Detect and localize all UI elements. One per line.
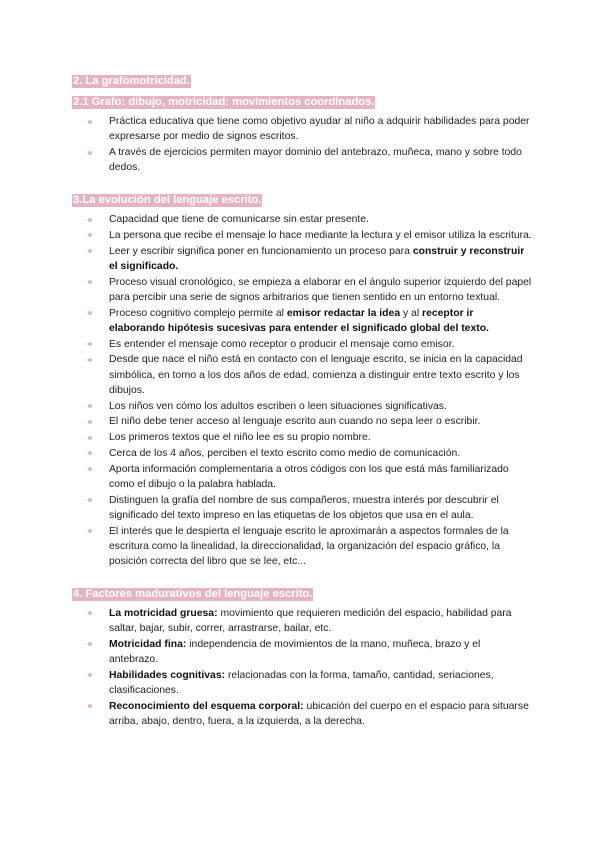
bullet-icon — [88, 642, 92, 646]
bullet-icon — [88, 280, 92, 284]
bullet-icon — [88, 342, 92, 346]
bullet-icon — [88, 611, 92, 615]
list-item: El niño debe tener acceso al lenguaje escrito aun cuando no sepa leer o escribir. — [72, 414, 532, 429]
list-item: Proceso cognitivo complejo permite al emisor redactar la idea y al receptor ir elaborando hipótesis sucesivas para entender el significado global del texto. — [72, 306, 532, 336]
section-heading-factores: 4. Factores madurativos del lenguaje escrito. — [73, 587, 313, 600]
list-item: Aporta información complementaria a otros códigos con los que está más familiarizado como el dibujo o la palabra hablada. — [72, 462, 532, 492]
bullet-icon — [88, 451, 92, 455]
bullet-list-factores — [72, 606, 532, 729]
document-content — [72, 71, 532, 730]
bullet-icon — [88, 673, 92, 677]
bullet-icon — [88, 467, 92, 471]
list-item: La motricidad gruesa: movimiento que requieren medición del espacio, habilidad para saltar, bajar, subir, correr, arrastrarse, bailar, etc. — [72, 606, 532, 636]
bullet-icon — [88, 249, 92, 253]
subheading-grafo: 2.1 Grafo: dibujo, motricidad: movimientos coordinados. — [73, 96, 375, 108]
list-item: A través de ejercicios permiten mayor dominio del antebrazo, muñeca, mano y sobre todo dedos. — [72, 145, 532, 175]
list-item: La persona que recibe el mensaje lo hace mediante la lectura y el emisor utiliza la escritura. — [72, 228, 532, 243]
bullet-icon — [88, 436, 92, 440]
bullet-icon — [88, 120, 92, 124]
list-item: Proceso visual cronológico, se empieza a elaborar en el ángulo superior izquierdo del papel para percibir una serie de signos arbitrarios que tienen sentido en un entorno textual. — [72, 275, 532, 305]
bullet-icon — [88, 151, 92, 155]
bullet-icon — [88, 404, 92, 408]
bullet-list-evolucion — [72, 212, 532, 569]
list-item: Desde que nace el niño está en contacto con el lenguaje escrito, se inicia en la capacidad simbólica, en torno a los dos años de edad, comienza a distinguir entre texto escrito y los dibujos. — [72, 352, 532, 398]
list-item: Práctica educativa que tiene como objetivo ayudar al niño a adquirir habilidades para poder expresarse por medio de signos escritos. — [72, 114, 532, 144]
list-item: Habilidades cognitivas: relacionadas con la forma, tamaño, cantidad, seriaciones, clasificaciones. — [72, 668, 532, 698]
list-item: Motricidad fina: independencia de movimientos de la mano, muñeca, brazo y el antebrazo. — [72, 637, 532, 667]
list-item: El interés que le despierta el lenguaje escrito le aproximarán a aspectos formales de la escritura como la linealidad, la direccionalidad, la organización del espacio gráfico, la posición correcta del libro que se lee, etc... — [72, 524, 532, 570]
bullet-icon — [88, 704, 92, 708]
list-item: Los primeros textos que el niño lee es su propio nombre. — [72, 430, 532, 445]
section-heading-grafomotricidad: 2. La grafomotricidad. — [73, 75, 190, 87]
list-item: Es entender el mensaje como receptor o producir el mensaje como emisor. — [72, 337, 532, 352]
bullet-icon — [88, 233, 92, 237]
bullet-icon — [88, 358, 92, 362]
bullet-icon — [88, 311, 92, 315]
list-item: Capacidad que tiene de comunicarse sin estar presente. — [72, 212, 532, 227]
list-item: Los niños ven cómo los adultos escriben o leen situaciones significativas. — [72, 399, 532, 414]
list-item: Distinguen la grafía del nombre de sus compañeros, muestra interés por descubrir el significado del texto impreso en las etiquetas de los objetos que usa en el aula. — [72, 493, 532, 523]
bullet-icon — [88, 498, 92, 502]
bullet-list-grafomotricidad — [72, 114, 532, 175]
list-item: Cerca de los 4 años, perciben el texto escrito como medio de comunicación. — [72, 446, 532, 461]
list-item: Reconocimiento del esquema corporal: ubicación del cuerpo en el espacio para situarse arriba, abajo, dentro, fuera, a la izquierda, a la derecha. — [72, 699, 532, 729]
bullet-icon — [88, 218, 92, 222]
bullet-icon — [88, 529, 92, 533]
list-item: Leer y escribir significa poner en funcionamiento un proceso para construir y reconstruir el significado. — [72, 244, 532, 274]
bullet-icon — [88, 420, 92, 424]
section-heading-evolucion: 3.La evolución del lenguaje escrito. — [73, 194, 262, 206]
